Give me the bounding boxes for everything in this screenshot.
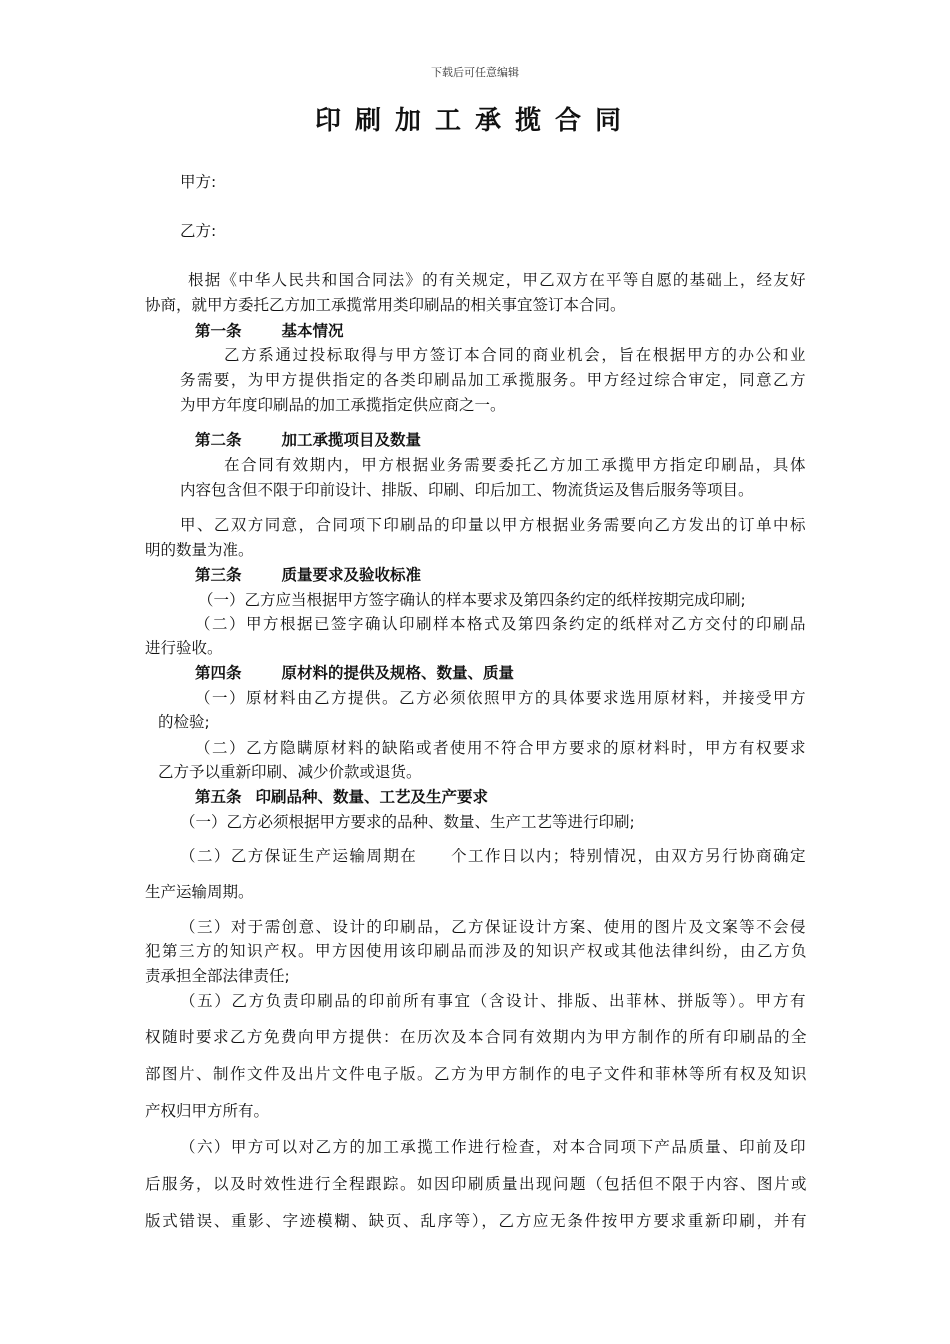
article-5-line: 犯第三方的知识产权。甲方因使用该印刷品而涉及的知识产权或其他法律纠纷，由乙方负 (145, 942, 807, 960)
article-1-line: 乙方系通过投标取得与甲方签订本合同的商业机会，旨在根据甲方的办公和业 (224, 346, 806, 364)
article-5-line: （六）甲方可以对乙方的加工承揽工作进行检查，对本合同项下产品质量、印前及印 (180, 1138, 806, 1156)
article-5-line: 责承担全部法律责任; (145, 967, 290, 985)
intro-line: 根据《中华人民共和国合同法》的有关规定，甲乙双方在平等自愿的基础上，经友好 (188, 271, 806, 289)
article-2-line: 在合同有效期内，甲方根据业务需要委托乙方加工承揽甲方指定印刷品，具体 (224, 456, 806, 474)
article-4-line: （一）原材料由乙方提供。乙方必须依照甲方的具体要求选用原材料，并接受甲方 (195, 689, 806, 707)
article-5-line: （一）乙方必须根据甲方要求的品种、数量、生产工艺等进行印刷; (180, 813, 635, 831)
article-5-line: 权随时要求乙方免费向甲方提供：在历次及本合同有效期内为甲方制作的所有印刷品的全 (145, 1028, 807, 1046)
article-2-heading: 第二条 加工承揽项目及数量 (195, 431, 422, 449)
article-1-heading: 第一条 基本情况 (195, 322, 344, 340)
header-note: 下载后可任意编辑 (431, 66, 519, 79)
document-title: 印刷加工承揽合同 (314, 106, 635, 136)
article-5-line: 部图片、制作文件及出片文件电子版。乙方为甲方制作的电子文件和菲林等所有权及知识 (145, 1065, 807, 1083)
article-3-heading: 第三条 质量要求及验收标准 (195, 566, 422, 584)
article-3-line: 进行验收。 (145, 639, 223, 657)
article-3-line: （一）乙方应当根据甲方签字确认的样本要求及第四条约定的纸样按期完成印刷; (198, 591, 746, 609)
intro-line: 协商，就甲方委托乙方加工承揽常用类印刷品的相关事宜签订本合同。 (145, 296, 626, 314)
article-5-line: （三）对于需创意、设计的印刷品，乙方保证设计方案、使用的图片及文案等不会侵 (180, 918, 806, 936)
article-1-line: 务需要，为甲方提供指定的各类印刷品加工承揽服务。甲方经过综合审定，同意乙方 (180, 371, 806, 389)
article-4-line: （二）乙方隐瞒原材料的缺陷或者使用不符合甲方要求的原材料时，甲方有权要求 (195, 739, 806, 757)
article-1-line: 为甲方年度印刷品的加工承揽指定供应商之一。 (180, 396, 506, 414)
article-4-line: 的检验; (158, 713, 210, 731)
article-5-line: （二）乙方保证生产运输周期在 个工作日以内；特别情况，由双方另行协商确定 (180, 847, 806, 865)
article-5-line: （五）乙方负责印刷品的印前所有事宜（含设计、排版、出菲林、拼版等）。甲方有 (180, 992, 806, 1010)
article-5-heading: 第五条 印刷品种、数量、工艺及生产要求 (195, 788, 489, 806)
article-5-line: 产权归甲方所有。 (145, 1102, 270, 1120)
article-4-line: 乙方予以重新印刷、减少价款或退货。 (158, 763, 422, 781)
article-2-line: 明的数量为准。 (145, 541, 254, 559)
party-a-label: 甲方: (180, 173, 217, 191)
article-5-line: 生产运输周期。 (145, 883, 254, 901)
article-4-heading: 第四条 原材料的提供及规格、数量、质量 (195, 664, 515, 682)
article-3-line: （二）甲方根据已签字确认印刷样本格式及第四条约定的纸样对乙方交付的印刷品 (195, 615, 806, 633)
article-2-line: 甲、乙双方同意，合同项下印刷品的印量以甲方根据业务需要向乙方发出的订单中标 (180, 516, 806, 534)
article-2-line: 内容包含但不限于印前设计、排版、印刷、印后加工、物流货运及售后服务等项目。 (180, 481, 754, 499)
article-5-line: 版式错误、重影、字迹模糊、缺页、乱序等），乙方应无条件按甲方要求重新印刷，并有 (145, 1212, 807, 1230)
article-5-line: 后服务，以及时效性进行全程跟踪。如因印刷质量出现问题（包括但不限于内容、图片或 (145, 1175, 807, 1193)
party-b-label: 乙方: (180, 222, 217, 240)
